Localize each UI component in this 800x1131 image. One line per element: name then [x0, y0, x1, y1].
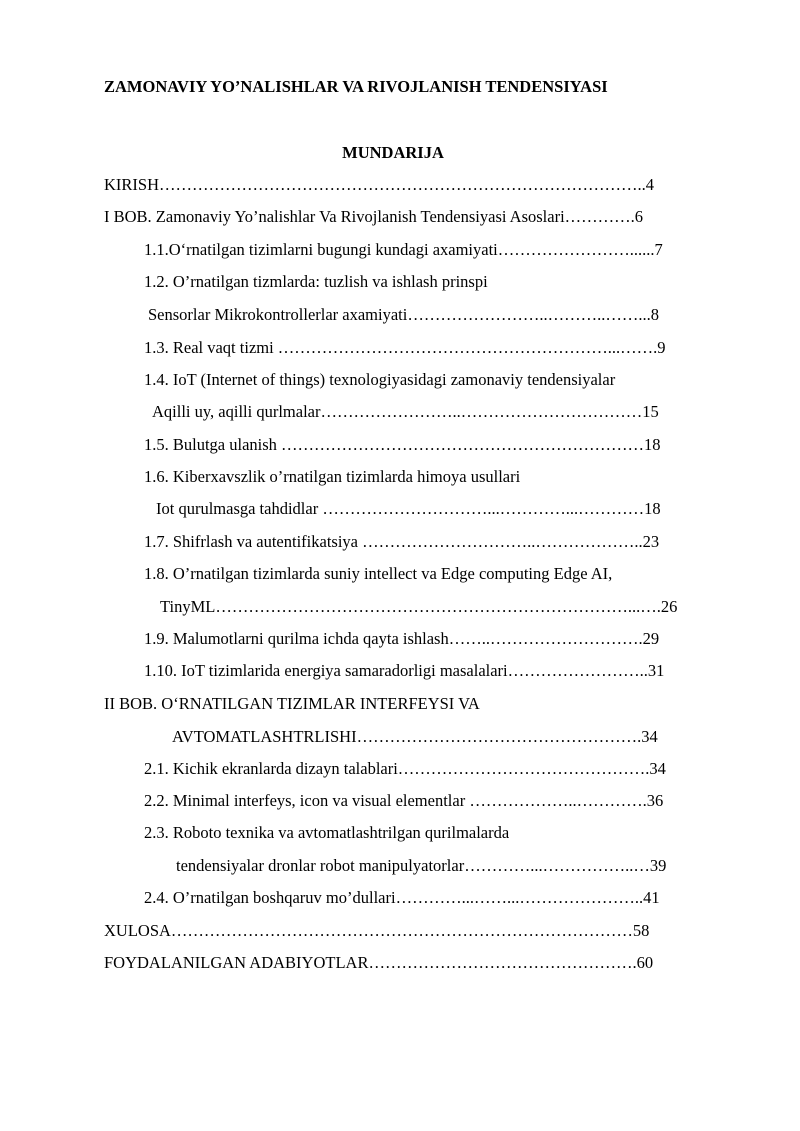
toc-entry-1-8-cont: TinyML…………………………………………………………………...….26 — [160, 597, 678, 616]
toc-entry-chapter-1: I BOB. Zamonaviy Yo’nalishlar Va Rivojlanish Tendensiyasi Asoslari………….6 — [104, 207, 644, 226]
toc-entry-1-4: 1.4. IoT (Internet of things) texnologiyasidagi zamonaviy tendensiyalar — [144, 370, 616, 389]
toc-entry-1-6: 1.6. Kiberxavszlik o’rnatilgan tizimlarda himoya usullari — [144, 467, 521, 486]
toc-entry-1-10: 1.10. IoT tizimlarida energiya samaradorligi masalalari……………………..31 — [144, 661, 665, 680]
toc-entry-1-2: 1.2. O’rnatilgan tizmlarda: tuzlish va ishlash prinspi — [144, 272, 488, 291]
toc-entry-1-5: 1.5. Bulutga ulanish …………………………………………………………18 — [144, 435, 661, 454]
toc-entry-xulosa: XULOSA…………………………………………………………………………58 — [104, 921, 650, 940]
document-title: ZAMONAVIY YO’NALISHLAR VA RIVOJLANISH TENDENSIYASI — [104, 77, 608, 96]
toc-entry-references: FOYDALANILGAN ADABIYOTLAR………………………………………….60 — [104, 953, 654, 972]
toc-entry-1-3: 1.3. Real vaqt tizmi ……………………………………………………...…….9 — [144, 338, 666, 357]
toc-entry-2-3-cont: tendensiyalar dronlar robot manipulyatorlar…………...……………..…39 — [176, 856, 667, 875]
toc-entry-chapter-2: II BOB. O‘RNATILGAN TIZIMLAR INTERFEYSI VA — [104, 694, 480, 713]
toc-entry-chapter-2-cont: AVTOMATLASHTRLISHI…………………………………………….34 — [172, 727, 658, 746]
toc-entry-2-3: 2.3. Roboto texnika va avtomatlashtrilgan qurilmalarda — [144, 823, 510, 842]
toc-entry-1-6-cont: Iot qurulmasga tahdidlar …………………………...…………...…………18 — [156, 499, 661, 518]
toc-entry-2-2: 2.2. Minimal interfeys, icon va visual elementlar ………………..………….36 — [144, 791, 664, 810]
toc-entry-1-7: 1.7. Shifrlash va autentifikatsiya …………………………..………………..23 — [144, 532, 660, 551]
toc-entry-kirish: KIRISH……………………………………………………………………………..4 — [104, 175, 655, 194]
toc-entry-1-2-cont: Sensorlar Mikrokontrollerlar axamiyati……………………..………..……...8 — [148, 305, 659, 324]
toc-entry-2-4: 2.4. O’rnatilgan boshqaruv mo’dullari…………...……...…………………..41 — [144, 888, 660, 907]
toc-entry-1-1: 1.1.O‘rnatilgan tizimlarni bugungi kundagi axamiyati……………………......7 — [144, 240, 663, 259]
toc-entry-1-9: 1.9. Malumotlarni qurilma ichda qayta ishlash……..……………………….29 — [144, 629, 660, 648]
toc-entry-1-8: 1.8. O’rnatilgan tizimlarda suniy intellect va Edge computing Edge AI, — [144, 564, 613, 583]
toc-entry-2-1: 2.1. Kichik ekranlarda dizayn talablari……………………………………….34 — [144, 759, 666, 778]
toc-heading: MUNDARIJA — [342, 143, 444, 162]
toc-entry-1-4-cont: Aqilli uy, aqilli qurlmalar……………………..……………………………15 — [152, 402, 659, 421]
